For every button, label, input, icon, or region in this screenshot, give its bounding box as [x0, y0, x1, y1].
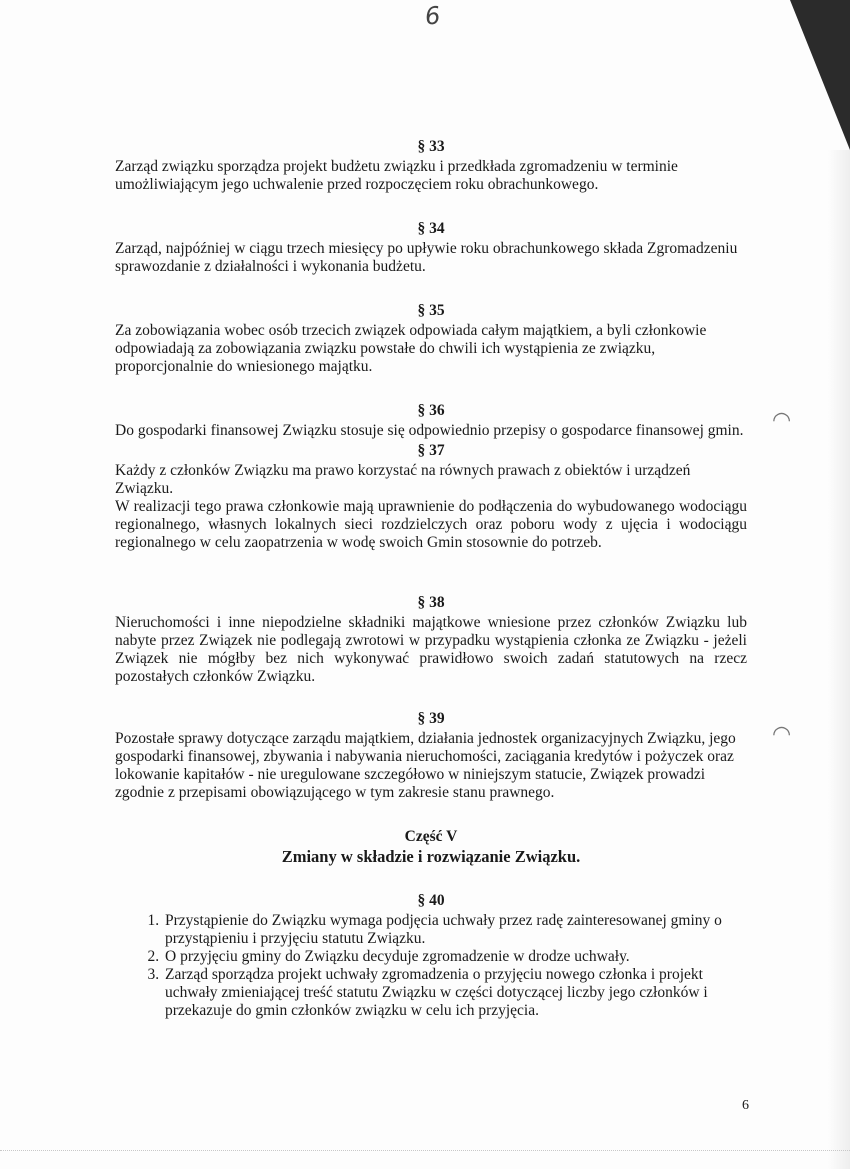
section-33 — [115, 138, 747, 194]
list-item: 1. Przystąpienie do Związku wymaga podjęcia uchwały przez radę zainteresowanej gminy o przystąpieniu i przyjęciu statutu Związku. — [163, 912, 747, 948]
section-39 — [115, 710, 747, 802]
page-number: 6 — [742, 1098, 749, 1113]
section-text: Każdy z członków Związku ma prawo korzystać na równych prawach z obiektów i urządzeń Związku. — [115, 462, 691, 497]
section-text: Zarząd, najpóźniej w ciągu trzech miesięcy po upływie roku obrachunkowego składa Zgromadzeniu sprawozdanie z działalności i wykonania budżetu. — [115, 240, 738, 275]
section-text: Pozostałe sprawy dotyczące zarządu majątkiem, działania jednostek organizacyjnych Związku, jego gospodarki finansowej, zbywania i nabywania nieruchomości, zaciągania kredytów i pożyczek oraz lokowanie kapitałów - nie uregulowane szczegółowo w niniejszym statucie, Związek prowadzi zgodnie z przepisami obowiązującego w tym zakresie stanu prawnego. — [115, 730, 736, 801]
section-34 — [115, 220, 747, 276]
scan-right-edge — [828, 150, 850, 1169]
section-heading: § 36 — [417, 402, 445, 419]
section-40 — [115, 892, 747, 1020]
section-37 — [115, 442, 747, 552]
section-38 — [115, 594, 747, 686]
handwritten-page-number: 6 — [423, 1, 442, 31]
section-36 — [115, 402, 747, 440]
section-text: Zarząd związku sporządza projekt budżetu związku i przedkłada zgromadzeniu w terminie umożliwiającym jego uchwalenie przed rozpoczęciem roku obrachunkowego. — [115, 158, 678, 193]
part-title: Zmiany w składzie i rozwiązanie Związku. — [281, 847, 581, 866]
section-heading: § 39 — [417, 710, 445, 727]
section-text: Do gospodarki finansowej Związku stosuje się odpowiednio przepisy o gospodarce finansowej gmin. — [115, 422, 744, 439]
document-body — [115, 138, 747, 1020]
punch-hole-mark-icon: ◠ — [772, 408, 792, 433]
section-heading: § 34 — [417, 220, 445, 237]
section-heading: § 33 — [417, 138, 445, 155]
section-40-list — [115, 912, 747, 1020]
part-label: Część V — [404, 828, 458, 845]
scan-bottom-edge — [0, 1150, 850, 1169]
section-text: Za zobowiązania wobec osób trzecich związek odpowiada całym majątkiem, a byli członkowie odpowiadają za zobowiązania związku powstałe do chwili ich wystąpienia ze związku, proporcjonalnie do wniesionego majątku. — [115, 322, 707, 375]
list-item: 3. Zarząd sporządza projekt uchwały zgromadzenia o przyjęciu nowego członka i projekt uchwały zmieniającej treść statutu Związku w części dotyczącej liczby jego członków i przekazuje do gmin członków związku w celu ich przyjęcia. — [163, 966, 747, 1020]
scan-corner-shadow — [790, 0, 850, 150]
section-text: Nieruchomości i inne niepodzielne składniki majątkowe wniesione przez członków Związku lub nabyte przez Związek nie podlegają zwrotowi w przypadku wystąpienia członka ze Związku - jeżeli Związek nie mógłby bez nich wykonywać prawidłowo swoich zadań statutowych na rzecz pozostałych członków Związku. — [115, 614, 747, 685]
part-v — [115, 828, 747, 866]
section-text: W realizacji tego prawa członkowie mają uprawnienie do podłączenia do wybudowanego wodociągu regionalnego, własnych lokalnych sieci rozdzielczych oraz poboru wody z ujęcia i wodociągu regionalnego w celu zaopatrzenia w wodę swoich Gmin stosownie do potrzeb. — [115, 498, 747, 551]
section-heading: § 35 — [417, 302, 445, 319]
section-heading: § 40 — [417, 892, 445, 909]
section-heading: § 38 — [417, 594, 445, 611]
list-item: 2. O przyjęciu gminy do Związku decyduje zgromadzenie w drodze uchwały. — [163, 948, 747, 966]
punch-hole-mark-icon: ◠ — [772, 722, 792, 747]
section-heading: § 37 — [417, 442, 445, 459]
section-35 — [115, 302, 747, 376]
